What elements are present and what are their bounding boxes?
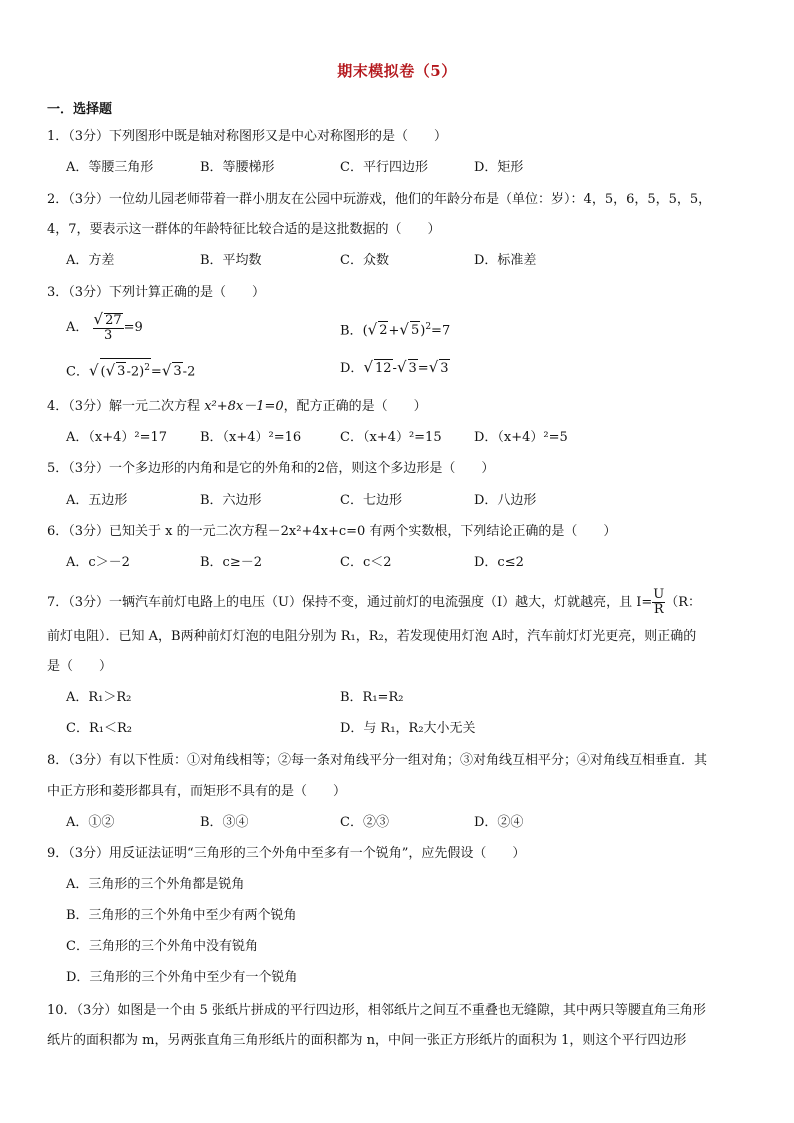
q1-option-a: A．等腰三角形 (66, 160, 154, 175)
q5-option-d: D．八边形 (474, 493, 537, 508)
q8-option-b: B．③④ (200, 815, 249, 830)
q8-option-d: D．②④ (474, 815, 524, 830)
q4-option-b: B．（x+4）²=16 (200, 430, 302, 445)
q4-option-a: A．（x+4）²=17 (66, 430, 168, 445)
q10-stem-line2: 纸片的面积都为 m，另两张直角三角形纸片的面积都为 n，中间一张正方形纸片的面积为 1，则这个平行四边形 (47, 1033, 687, 1048)
q6-option-a: A．c＞－2 (66, 555, 130, 570)
q4-stem: 4．（3分）解一元二次方程 x²+8x－1=0，配方正确的是（ ） (47, 399, 427, 414)
q7-stem-line3: 是（ ） (47, 659, 113, 674)
q2-option-b: B．平均数 (200, 253, 262, 268)
q5-option-b: B．六边形 (200, 493, 262, 508)
q9-option-b: B．三角形的三个外角中至少有两个锐角 (66, 908, 297, 923)
q3-option-d: D．√ 12-√ 3=√ 3 (340, 358, 449, 376)
q3-option-c: C．√ (√ 3-2)$^2$=√ 3-2 (66, 358, 195, 381)
q9-option-d: D．三角形的三个外角中至少有一个锐角 (66, 970, 298, 985)
q5-option-c: C．七边形 (340, 493, 402, 508)
q9-option-c: C．三角形的三个外角中没有锐角 (66, 939, 258, 954)
q7-option-d: D．与 R₁，R₂大小无关 (340, 721, 476, 736)
q7-stem-line2: 前灯电阻）．已知 A，B两种前灯灯泡的电阻分别为 R₁，R₂，若发现使用灯泡 A时，汽车前灯灯光更亮，则正确的 (47, 629, 697, 644)
q2-stem-line1: 2．（3分）一位幼儿园老师带着一群小朋友在公园中玩游戏，他们的年龄分布是（单位：岁）：4，5，6，5，5，5， (47, 192, 712, 207)
q7-option-a: A．R₁＞R₂ (66, 690, 132, 705)
q1-option-d: D．矩形 (474, 160, 524, 175)
q6-option-d: D．c≤2 (474, 555, 524, 570)
q1-option-b: B．等腰梯形 (200, 160, 275, 175)
q4-option-c: C．（x+4）²=15 (340, 430, 442, 445)
q8-stem-line2: 中正方形和菱形都具有，而矩形不具有的是（ ） (47, 784, 347, 799)
q5-option-a: A．五边形 (66, 493, 128, 508)
q6-option-c: C．c＜2 (340, 555, 392, 570)
q7-fraction: $\frac{U}{R}$ (653, 587, 665, 617)
q3-a-fraction: $\frac{√ 27}{3}$ (93, 310, 122, 343)
q1-option-c: C．平行四边形 (340, 160, 428, 175)
q2-stem-line2: 4，7，要表示这一群体的年龄特征比较合适的是这批数据的（ ） (47, 222, 441, 237)
q3-option-a: A． $\frac{√ 27}{3}$ =9 (66, 310, 143, 343)
page-title: 期末模拟卷（5） (337, 62, 457, 80)
q2-option-d: D．标准差 (474, 253, 537, 268)
q2-option-c: C．众数 (340, 253, 389, 268)
q7-option-c: C．R₁＜R₂ (66, 721, 132, 736)
q10-stem-line1: 10．（3分）如图是一个由 5 张纸片拼成的平行四边形，相邻纸片之间互不重叠也无缝隙，其中两只等腰直角三角形 (47, 1003, 706, 1018)
q6-stem: 6．（3分）已知关于 x 的一元二次方程－2x²+4x+c=0 有两个实数根，下列结论正确的是（ ） (47, 524, 617, 539)
q6-option-b: B．c≥－2 (200, 555, 262, 570)
q8-stem-line1: 8．（3分）有以下性质：①对角线相等；②每一条对角线平分一组对角；③对角线互相平分；④对角线互相垂直．其 (47, 753, 708, 768)
q2-option-a: A．方差 (66, 253, 115, 268)
q9-stem: 9．（3分）用反证法证明“三角形的三个外角中至多有一个锐角”，应先假设（ ） (47, 846, 526, 861)
q4-option-d: D．（x+4）²=5 (474, 430, 568, 445)
q5-stem: 5．（3分）一个多边形的内角和是它的外角和的2倍，则这个多边形是（ ） (47, 461, 495, 476)
q3-option-b: B．(√ 2+√ 5)$^2$=7 (340, 320, 451, 339)
q7-stem-line1: 7．（3分）一辆汽车前灯电路上的电压（U）保持不变，通过前灯的电流强度（I）越大，灯就越亮，且 I= $\frac{U}{R}$ （R： (47, 587, 702, 617)
q1-stem: 1．（3分）下列图形中既是轴对称图形又是中心对称图形的是（ ） (47, 129, 448, 144)
section-heading: 一．选择题 (47, 102, 113, 117)
q9-option-a: A．三角形的三个外角都是锐角 (66, 877, 245, 892)
q3-stem: 3．（3分）下列计算正确的是（ ） (47, 285, 266, 300)
q7-option-b: B．R₁=R₂ (340, 690, 404, 705)
q8-option-a: A．①② (66, 815, 115, 830)
q8-option-c: C．②③ (340, 815, 389, 830)
